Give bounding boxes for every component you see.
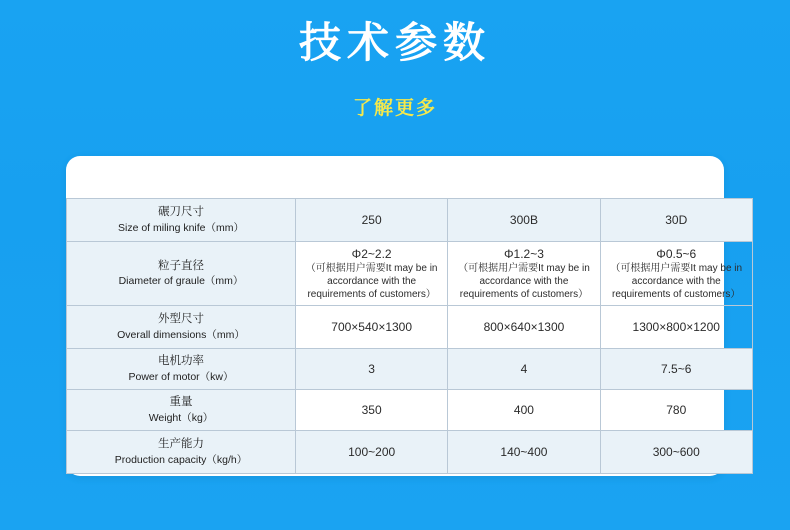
table-cell [296,242,448,306]
cell-value: Φ0.5~6 [656,247,697,261]
table-cell [600,431,752,474]
table-cell [448,306,600,349]
spec-card [66,156,743,476]
cell-value: 800×640×1300 [483,320,565,335]
table-row [67,390,753,431]
cell-value: 7.5~6 [661,362,692,377]
table-row [67,349,753,390]
row-header-cell [67,242,296,306]
table-cell [600,306,752,349]
row-header-cell [67,390,296,431]
cell-value: 780 [666,403,687,418]
row-header-cell [67,349,296,390]
row-label-en: Power of motor（kw） [128,370,234,383]
row-label-cn: 外型尺寸 [158,313,204,326]
cell-value: 100~200 [348,445,396,460]
spec-table [66,198,753,474]
row-label-cn: 生产能力 [158,438,204,451]
row-header-cell [67,306,296,349]
cell-value: 350 [361,403,382,418]
table-cell [600,349,752,390]
table-cell [600,390,752,431]
table-row [67,306,753,349]
row-label-cn: 电机功率 [158,355,204,368]
table-cell [448,390,600,431]
table-cell [600,242,752,306]
cell-value: 30D [665,212,688,227]
table-cell [296,431,448,474]
cell-note: （可根据用户需要It may be in accordance with the requirements of customers） [610,263,743,301]
cell-value: 140~400 [500,445,548,460]
table-cell [296,390,448,431]
page-subtitle: 了解更多 [352,97,437,119]
cell-note: （可根据用户需要It may be in accordance with the requirements of customers） [305,263,438,301]
cell-value: 300B [509,212,538,227]
cell-value: 700×540×1300 [331,320,413,335]
row-label-cn: 碾刀尺寸 [158,206,204,219]
table-cell [296,349,448,390]
table-row [67,431,753,474]
cell-value: 4 [520,362,528,377]
row-label-en: Diameter of graule（mm） [118,275,244,288]
row-label-cn: 粒子直径 [158,259,204,272]
table-cell [296,306,448,349]
row-label-en: Production capacity（kg/h） [114,453,248,466]
row-label-cn: 重量 [169,396,193,409]
table-row [67,242,753,306]
table-cell [296,199,448,242]
cell-value: 1300×800×1200 [632,320,720,335]
cell-value: Φ2~2.2 [351,247,392,261]
page-title: 技术参数 [298,19,491,66]
table-cell [448,242,600,306]
cell-value: 250 [361,212,382,227]
table-row [67,199,753,242]
row-label-en: Overall dimensions（mm） [117,328,245,341]
cell-value: 3 [368,362,375,377]
cell-value: 400 [513,403,534,418]
row-header-cell [67,431,296,474]
table-cell [448,199,600,242]
row-label-en: Size of miling knife（mm） [117,221,245,234]
row-label-en: Weight（kg） [148,411,214,424]
table-cell [448,431,600,474]
cell-note: （可根据用户需要It may be in accordance with the requirements of customers） [458,263,590,301]
cell-value: Φ1.2~3 [503,247,544,261]
table-cell [600,199,752,242]
cell-value: 300~600 [652,445,700,460]
table-cell [448,349,600,390]
row-header-cell [67,199,296,242]
